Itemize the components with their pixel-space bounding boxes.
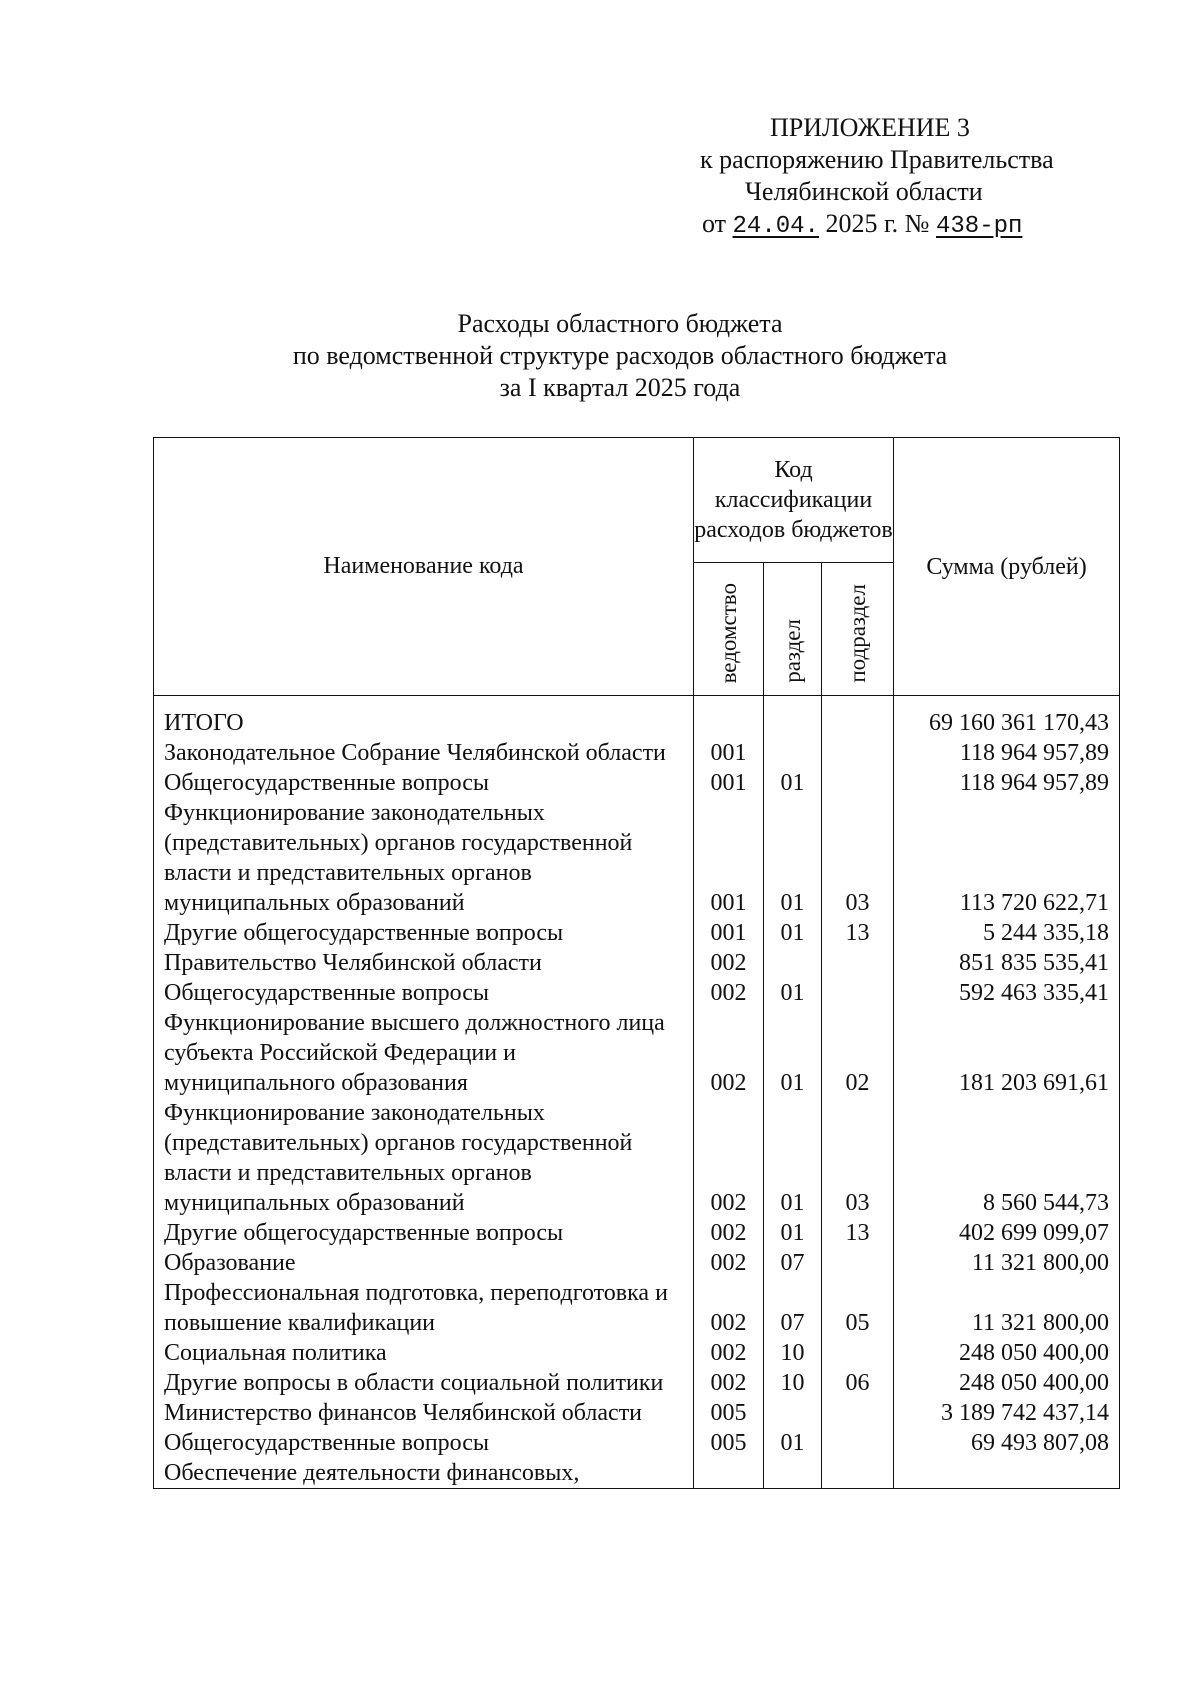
row-sum: 181 203 691,61 [894, 1008, 1120, 1098]
row-podrazdel: 03 [822, 798, 894, 918]
row-name: Законодательное Собрание Челябинской области [154, 738, 694, 768]
row-vedomstvo: 001 [694, 798, 764, 918]
appendix-date-line [702, 208, 1130, 243]
row-vedomstvo: 005 [694, 1428, 764, 1458]
row-podrazdel [822, 1398, 894, 1428]
table-row [154, 1098, 1120, 1218]
appendix-number: ПРИЛОЖЕНИЕ 3 [770, 113, 970, 142]
table-row [154, 696, 1120, 739]
row-podrazdel [822, 948, 894, 978]
row-sum: 11 321 800,00 [894, 1278, 1120, 1338]
row-podrazdel: 13 [822, 1218, 894, 1248]
row-name: ИТОГО [154, 696, 694, 739]
row-podrazdel [822, 1248, 894, 1278]
row-vedomstvo: 001 [694, 738, 764, 768]
order-number: 438-рп [936, 213, 1023, 240]
row-sum: 851 835 535,41 [894, 948, 1120, 978]
row-name: Профессиональная подготовка, переподготовка и повышение квалификации [154, 1278, 694, 1338]
row-name: Другие общегосударственные вопросы [154, 1218, 694, 1248]
title-line-2: по ведомственной структуре расходов областного бюджета [292, 341, 948, 370]
row-sum: 402 699 099,07 [894, 1218, 1120, 1248]
row-razdel: 01 [764, 978, 822, 1008]
row-razdel: 01 [764, 918, 822, 948]
row-razdel: 01 [764, 1008, 822, 1098]
row-vedomstvo: 005 [694, 1398, 764, 1428]
header-razdel [764, 563, 822, 696]
row-vedomstvo: 002 [694, 1098, 764, 1218]
table-row [154, 948, 1120, 978]
row-vedomstvo: 001 [694, 918, 764, 948]
table-row [154, 1008, 1120, 1098]
row-razdel [764, 696, 822, 739]
table-row [154, 1368, 1120, 1398]
row-razdel: 01 [764, 1098, 822, 1218]
row-sum: 69 160 361 170,43 [894, 696, 1120, 739]
row-sum: 248 050 400,00 [894, 1368, 1120, 1398]
row-vedomstvo: 002 [694, 1278, 764, 1338]
row-razdel: 07 [764, 1278, 822, 1338]
table-header [154, 438, 1120, 696]
row-name: Общегосударственные вопросы [154, 978, 694, 1008]
row-razdel: 01 [764, 1428, 822, 1458]
row-vedomstvo [694, 696, 764, 739]
row-vedomstvo: 002 [694, 1368, 764, 1398]
row-razdel: 10 [764, 1338, 822, 1368]
row-vedomstvo: 002 [694, 1338, 764, 1368]
row-vedomstvo: 001 [694, 768, 764, 798]
table-row [154, 798, 1120, 918]
row-razdel [764, 1398, 822, 1428]
row-podrazdel [822, 1338, 894, 1368]
title-line-3: за I квартал 2025 года [499, 373, 741, 402]
row-vedomstvo: 002 [694, 978, 764, 1008]
row-sum: 113 720 622,71 [894, 798, 1120, 918]
row-name: Образование [154, 1248, 694, 1278]
row-razdel: 01 [764, 1218, 822, 1248]
appendix-region: Челябинской области [745, 177, 983, 206]
table-row [154, 1338, 1120, 1368]
table-row [154, 1398, 1120, 1428]
row-razdel: 07 [764, 1248, 822, 1278]
from-label: от [702, 209, 727, 238]
row-name: Функционирование законодательных (представительных) органов государственной власти и представительных органов муниципальных образований [154, 1098, 694, 1218]
table-row [154, 1218, 1120, 1248]
row-razdel: 10 [764, 1368, 822, 1398]
table-row [154, 1428, 1120, 1458]
order-year: 2025 г. № [825, 209, 930, 238]
header-vedomstvo-label: ведомство [715, 582, 741, 683]
header-sum: Сумма (рублей) [894, 438, 1120, 696]
row-name: Другие общегосударственные вопросы [154, 918, 694, 948]
header-name: Наименование кода [154, 438, 694, 696]
row-podrazdel: 03 [822, 1098, 894, 1218]
row-podrazdel [822, 1428, 894, 1458]
row-sum: 248 050 400,00 [894, 1338, 1120, 1368]
table-body [154, 696, 1120, 1489]
row-name: Общегосударственные вопросы [154, 1428, 694, 1458]
row-sum: 69 493 807,08 [894, 1428, 1120, 1458]
row-name: Функционирование законодательных (представительных) органов государственной власти и представительных органов муниципальных образований [154, 798, 694, 918]
row-sum: 118 964 957,89 [894, 738, 1120, 768]
row-razdel [764, 738, 822, 768]
order-date: 24.04. [732, 213, 819, 240]
table-row [154, 768, 1120, 798]
row-razdel [764, 948, 822, 978]
row-podrazdel: 02 [822, 1008, 894, 1098]
row-name: Обеспечение деятельности финансовых, [154, 1458, 694, 1489]
document-title [150, 308, 1090, 404]
row-vedomstvo: 002 [694, 1218, 764, 1248]
header-razdel-label: раздел [779, 619, 805, 683]
table-row [154, 1278, 1120, 1338]
row-podrazdel [822, 738, 894, 768]
table-row [154, 1458, 1120, 1489]
table-row [154, 918, 1120, 948]
header-vedomstvo [694, 563, 764, 696]
row-name: Другие вопросы в области социальной политики [154, 1368, 694, 1398]
table-row [154, 1248, 1120, 1278]
budget-table [153, 437, 1120, 1489]
row-name: Правительство Челябинской области [154, 948, 694, 978]
row-vedomstvo: 002 [694, 948, 764, 978]
row-vedomstvo: 002 [694, 1008, 764, 1098]
row-sum: 8 560 544,73 [894, 1098, 1120, 1218]
appendix-header [690, 112, 1130, 243]
row-podrazdel: 05 [822, 1278, 894, 1338]
row-vedomstvo [694, 1458, 764, 1489]
header-code-group: Код классификации расходов бюджетов [694, 438, 894, 563]
row-sum: 592 463 335,41 [894, 978, 1120, 1008]
row-sum [894, 1458, 1120, 1489]
row-podrazdel: 13 [822, 918, 894, 948]
table-row [154, 738, 1120, 768]
title-line-1: Расходы областного бюджета [457, 309, 783, 338]
row-razdel [764, 1458, 822, 1489]
row-name: Общегосударственные вопросы [154, 768, 694, 798]
row-podrazdel [822, 978, 894, 1008]
header-podrazdel [822, 563, 894, 696]
row-name: Функционирование высшего должностного лица субъекта Российской Федерации и муниципального образования [154, 1008, 694, 1098]
row-vedomstvo: 002 [694, 1248, 764, 1278]
table-row [154, 978, 1120, 1008]
row-name: Министерство финансов Челябинской области [154, 1398, 694, 1428]
row-sum: 3 189 742 437,14 [894, 1398, 1120, 1428]
row-sum: 118 964 957,89 [894, 768, 1120, 798]
appendix-order-ref: к распоряжению Правительства [700, 145, 1054, 174]
row-sum: 5 244 335,18 [894, 918, 1120, 948]
row-name: Социальная политика [154, 1338, 694, 1368]
row-razdel: 01 [764, 768, 822, 798]
row-podrazdel [822, 1458, 894, 1489]
row-sum: 11 321 800,00 [894, 1248, 1120, 1278]
row-razdel: 01 [764, 798, 822, 918]
row-podrazdel [822, 696, 894, 739]
row-podrazdel: 06 [822, 1368, 894, 1398]
row-podrazdel [822, 768, 894, 798]
header-podrazdel-label: подраздел [844, 584, 870, 683]
